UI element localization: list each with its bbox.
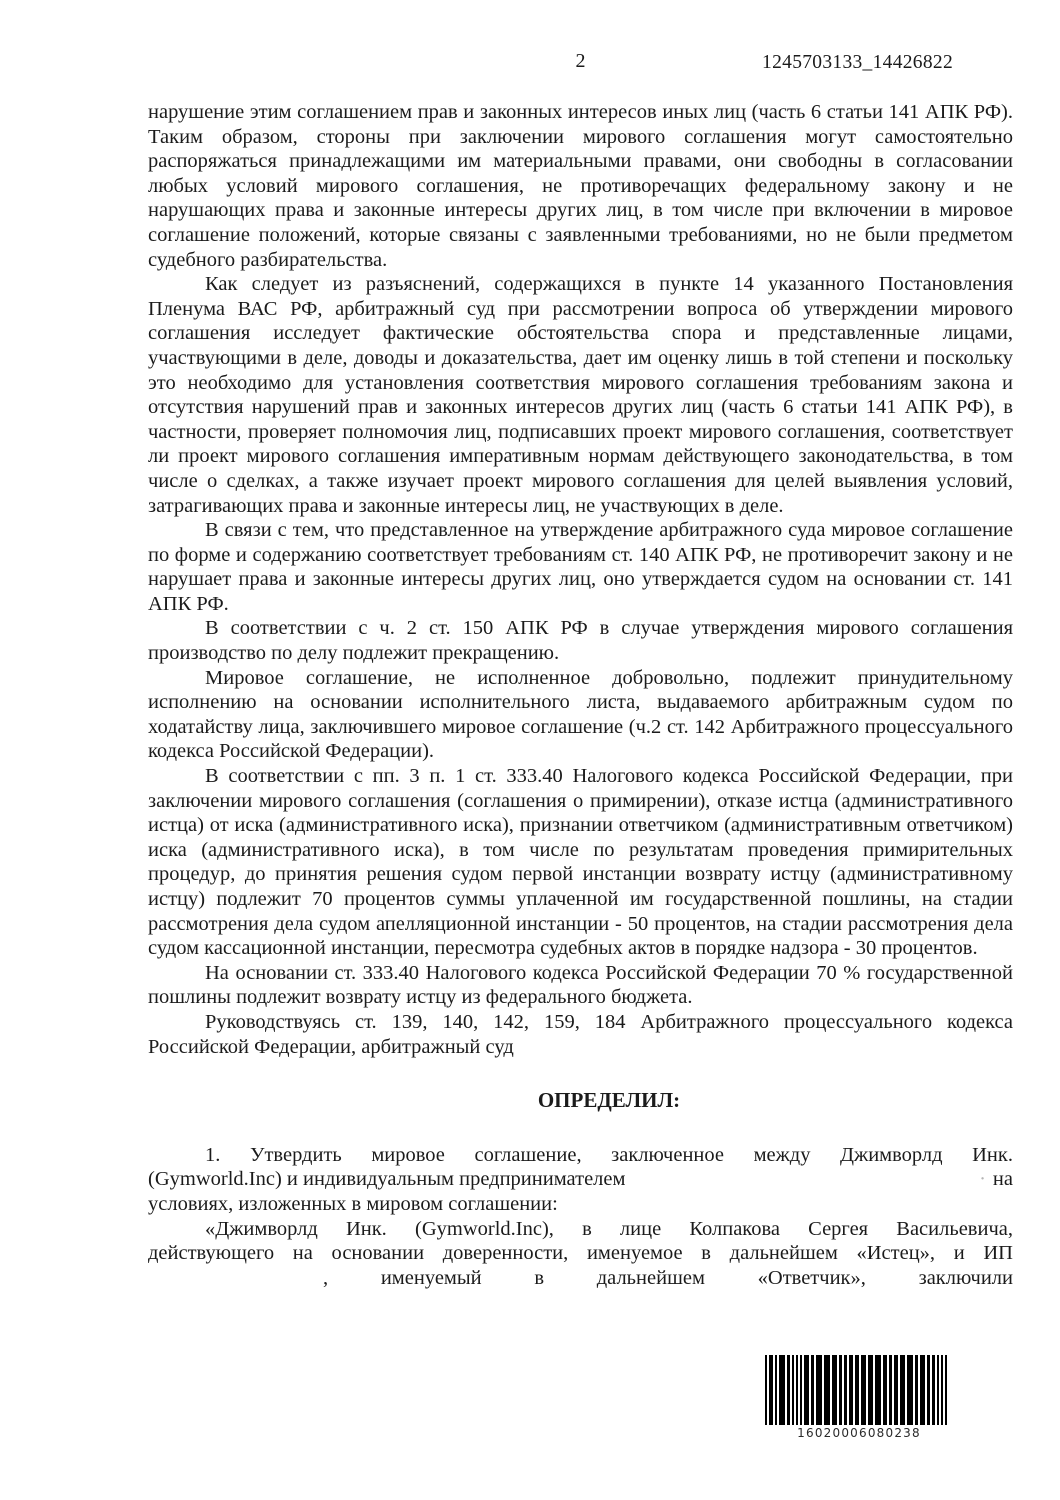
- document-line: «Джимворлд Инк. (Gymworld.Inc), в лице Колпакова Сергея Васильевича,: [205, 1217, 1013, 1240]
- document-line: действующего на основании доверенности, именуемое в дальнейшем «Истец», и ИП: [148, 1242, 1013, 1265]
- redaction-artifact: ·: [979, 1168, 986, 1191]
- document-body: [148, 100, 1013, 1290]
- barcode-bars: [765, 1355, 953, 1425]
- barcode: [765, 1355, 953, 1440]
- paragraph-guided-by: Руководствуясь ст. 139, 140, 142, 159, 184 Арбитражного процессуального кодекса Российской Федерации, арбитражный суд: [148, 1010, 1013, 1058]
- paragraph-plenum-clarifications: Как следует из разъяснений, содержащихся в пункте 14 указанного Постановления Пленума ВАС РФ, арбитражный суд при рассмотрении вопроса об утверждении мирового соглашения исследует фактические обстоятельства спора и представленные лицами, участвующими в деле, доводы и доказательства, дает им оценку лишь в той степени и поскольку это необходимо для установления соответствия мирового соглашения требованиям закона и отсутствия нарушений прав и законных интересов других лиц (часть 6 статьи 141 АПК РФ), в частности, проверяет полномочия лиц, подписавших проект мирового соглашения, соответствует ли проект мирового соглашения императивным нормам действующего законодательства, в том числе о сделках, а также изучает проект мирового соглашения для целей выявления условий, затрагивающих права и законные интересы лиц, не участвующих в деле.: [148, 273, 1013, 517]
- line-text-right: · на: [979, 1168, 1013, 1191]
- paragraph-continuation: нарушение этим соглашением прав и законных интересов иных лиц (часть 6 статьи 141 АПК РФ). Таким образом, стороны при заключении мирового соглашения могут самостоятельно распоряжаться принадлежащими им материальными правами, они свободны в согласовании любых условий мирового соглашения, не противоречащих федеральному закону и не нарушающих права и законные интересы других лиц, в том числе при включении в мировое соглашение положений, которые связаны с заявленными требованиями, но не были предметом судебного разбирательства.: [148, 101, 1013, 271]
- document-line: условиях, изложенных в мировом соглашении:: [148, 1192, 558, 1215]
- ruling-item-1: [148, 1143, 1013, 1217]
- barcode-number: 16020006080238: [797, 1426, 921, 1440]
- paragraph-approval-grounds: В связи с тем, что представленное на утверждение арбитражного суда мировое соглашение по форме и содержанию соответствует требованиям ст. 140 АПК РФ, не противоречит закону и не нарушает права и законные интересы других лиц, оно утверждается судом на основании ст. 141 АПК РФ.: [148, 519, 1013, 615]
- ruling-heading: ОПРЕДЕЛИЛ:: [537, 1088, 681, 1113]
- document-id: 1245703133_14426822: [762, 52, 953, 73]
- document-line-with-redaction: , именуемый в дальнейшем «Ответчик», заключили: [323, 1266, 1013, 1289]
- agreement-intro: [148, 1217, 1013, 1291]
- document-line-with-redaction: [148, 1167, 1013, 1192]
- paragraph-tax-code-refund: В соответствии с пп. 3 п. 1 ст. 333.40 Налогового кодекса Российской Федерации, при заключении мирового соглашения (соглашения о примирении), отказе истца (административного истца) от иска (административного иска), признании ответчиком (административным ответчиком) иска (административного иска), в том числе по результатам проведения примирительных процедур, до принятия решения судом первой инстанции возврату истцу (административному истцу) подлежит 70 процентов суммы уплаченной им государственной пошлины, на стадии рассмотрения дела судом апелляционной инстанции - 50 процентов, на стадии рассмотрения дела судом кассационной инстанции, пересмотра судебных актов в порядке надзора - 30 процентов.: [148, 765, 1013, 960]
- paragraph-case-termination: В соответствии с ч. 2 ст. 150 АПК РФ в случае утверждения мирового соглашения производство по делу подлежит прекращению.: [148, 617, 1013, 665]
- paragraph-enforcement: Мировое соглашение, не исполненное добровольно, подлежит принудительному исполнению на основании исполнительного листа, выдаваемого арбитражным судом по ходатайству лица, заключившего мировое соглашение (ч.2 ст. 142 Арбитражного процессуального кодекса Российской Федерации).: [148, 666, 1013, 763]
- paragraph-refund-70-percent: На основании ст. 333.40 Налогового кодекса Российской Федерации 70 % государственной пошлины подлежит возврату истцу из федерального бюджета.: [148, 961, 1013, 1009]
- page-number: 2: [575, 50, 586, 72]
- document-line: 1. Утвердить мировое соглашение, заключенное между Джимворлд Инк.: [205, 1143, 1013, 1166]
- line-text-left: (Gymworld.Inc) и индивидуальным предпринимателем: [148, 1168, 626, 1191]
